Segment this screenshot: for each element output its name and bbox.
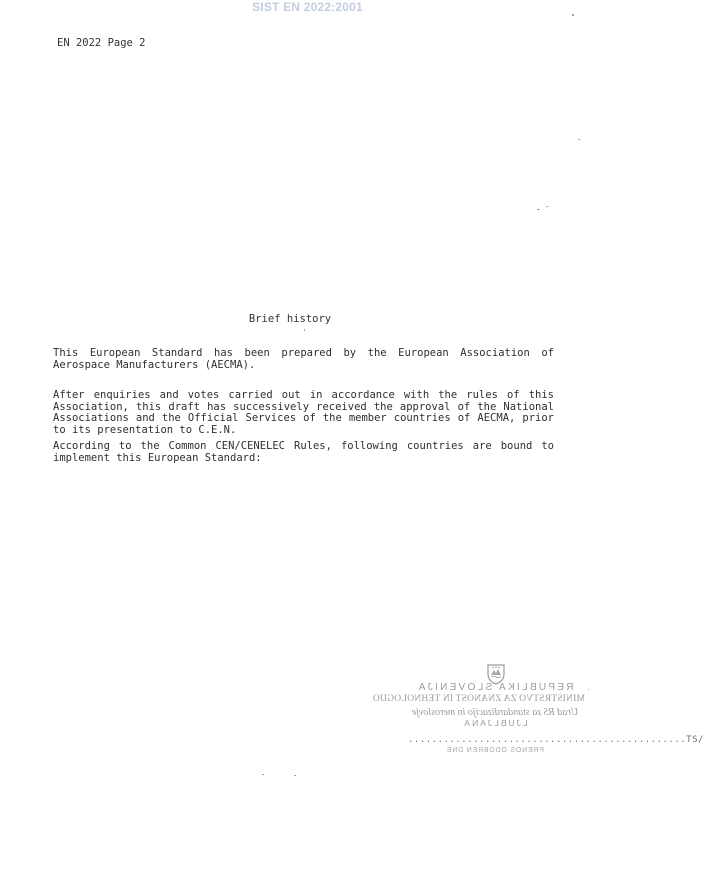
scan-speck	[588, 689, 589, 690]
stamp-signature-line: ...............................................TS/	[408, 735, 704, 745]
stamp-line-office: Urad RS za standardizacijo in meroslovje	[411, 707, 579, 718]
stamp-line-country: REPUBLIKA SLOVENIJA	[416, 682, 574, 693]
stamp-line-ministry: MINISTRSTVO ZA ZNANOST IN TEHNOLOGIJO	[372, 694, 585, 704]
section-title: Brief history	[248, 313, 332, 325]
scan-speck	[262, 774, 264, 775]
page-reference: EN 2022 Page 2	[57, 37, 146, 49]
scan-speck	[304, 329, 305, 331]
paragraph-implementation: According to the Common CEN/CENELEC Rules, following countries are bound to implement this European Standard:	[53, 440, 554, 464]
paragraph-approval: After enquiries and votes carried out in accordance with the rules of this Association, this draft has successively received the approval of the National Associations and the Official Services of the member countries of AECMA, prior to its presentation to C.E.N.	[53, 389, 554, 436]
scan-speck	[546, 206, 548, 207]
stamp-line-approval: PRENOS ODOBREN DNE	[445, 747, 545, 754]
official-stamp	[372, 662, 704, 762]
document-id-stamp: SIST EN 2022:2001	[252, 0, 363, 14]
scan-speck	[572, 14, 574, 16]
scan-speck	[537, 209, 540, 210]
stamp-line-city: LJUBLJANA	[462, 718, 528, 728]
paragraph-preparation: This European Standard has been prepared by the European Association of Aerospace Manufacturers (AECMA).	[53, 347, 554, 371]
scan-speck	[578, 139, 580, 140]
scan-speck	[294, 775, 296, 776]
